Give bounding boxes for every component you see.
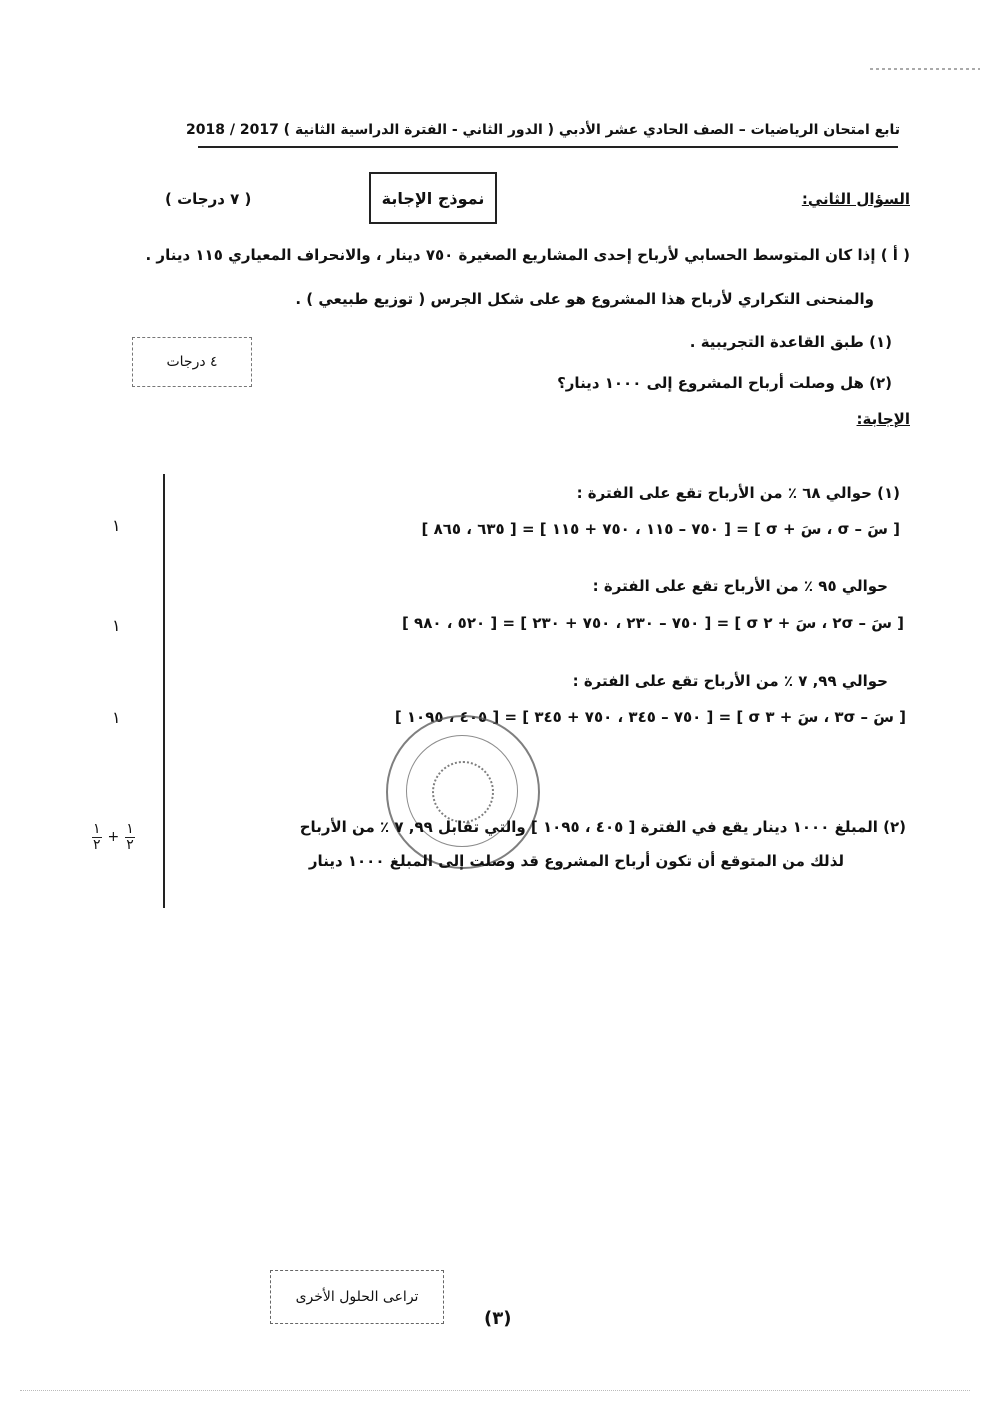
answer-line-2a: حوالي ٩٥ ٪ من الأرباح تقع على الفترة :	[592, 577, 888, 595]
score-2: ١	[112, 616, 121, 635]
score-half-plus-half	[92, 822, 135, 852]
page-number: (٣)	[484, 1308, 512, 1329]
fraction-half: ١ ٢	[93, 821, 101, 853]
answer-line-2b: [ سَ – ٢σ ، سَ + ٢ σ ] = [ ٧٥٠ – ٢٣٠ ، ٧٥٠ + ٢٣٠ ] = [ ٥٢٠ ، ٩٨٠ ]	[401, 614, 904, 632]
score-3: ١	[112, 708, 121, 727]
official-stamp	[386, 715, 540, 869]
model-answer-box: نموذج الإجابة	[369, 172, 497, 224]
other-solutions-note: تراعى الحلول الأخرى	[270, 1270, 444, 1324]
answer-line-4a: (٢) المبلغ ١٠٠٠ دينار يقع في الفترة [ ٤٠٥ ، ١٠٩٥ ] والتي تقابل ٩٩, ٧ ٪ من الأرباح	[299, 818, 906, 836]
answer-line-4b: لذلك من المتوقع أن تكون أرباح المشروع قد وصلت إلى المبلغ ١٠٠٠ دينار	[308, 852, 844, 870]
fraction-half: ١ ٢	[126, 821, 134, 853]
answer-label: الإجابة:	[856, 410, 910, 428]
plus-sign: +	[107, 829, 120, 846]
answer-line-1b: [ سَ – σ ، سَ + σ ] = [ ٧٥٠ – ١١٥ ، ٧٥٠ + ١١٥ ] = [ ٦٣٥ ، ٨٦٥ ]	[421, 520, 900, 538]
margin-rule	[163, 474, 165, 908]
part-marks-box: ٤ درجات	[132, 337, 252, 387]
item-1: (١) طبق القاعدة التجريبية .	[689, 333, 892, 351]
total-marks: ( ٧ درجات )	[165, 190, 252, 208]
part-a-line-1: ( أ ) إذا كان المتوسط الحسابي لأرباح إحدى المشاريع الصغيرة ٧٥٠ دينار ، والانحراف المعياري ١١٥ دينار .	[145, 246, 910, 264]
header-rule	[198, 146, 898, 148]
part-a-line-2: والمنحنى التكراري لأرباح هذا المشروع هو على شكل الجرس ( توزيع طبيعي ) .	[295, 290, 874, 308]
scan-edge	[20, 1390, 970, 1391]
score-1: ١	[112, 516, 121, 535]
question-label: السؤال الثاني:	[801, 190, 910, 208]
answer-line-3b: [ سَ – ٣σ ، سَ + ٣ σ ] = [ ٧٥٠ – ٣٤٥ ، ٧٥٠ + ٣٤٥ ] = [ ٤٠٥ ، ١٠٩٥ ]	[394, 708, 906, 726]
exam-header: تابع امتحان الرياضيات – الصف الحادي عشر الأدبي ( الدور الثاني - الفترة الدراسية الثانية ) 2017 / 2018	[186, 122, 900, 138]
item-2: (٢) هل وصلت أرباح المشروع إلى ١٠٠٠ دينار؟	[557, 374, 892, 392]
answer-line-1a: (١) حوالي ٦٨ ٪ من الأرباح تقع على الفترة :	[576, 484, 900, 502]
scan-artifact	[870, 58, 980, 66]
answer-line-3a: حوالي ٩٩, ٧ ٪ من الأرباح تقع على الفترة :	[572, 672, 888, 690]
